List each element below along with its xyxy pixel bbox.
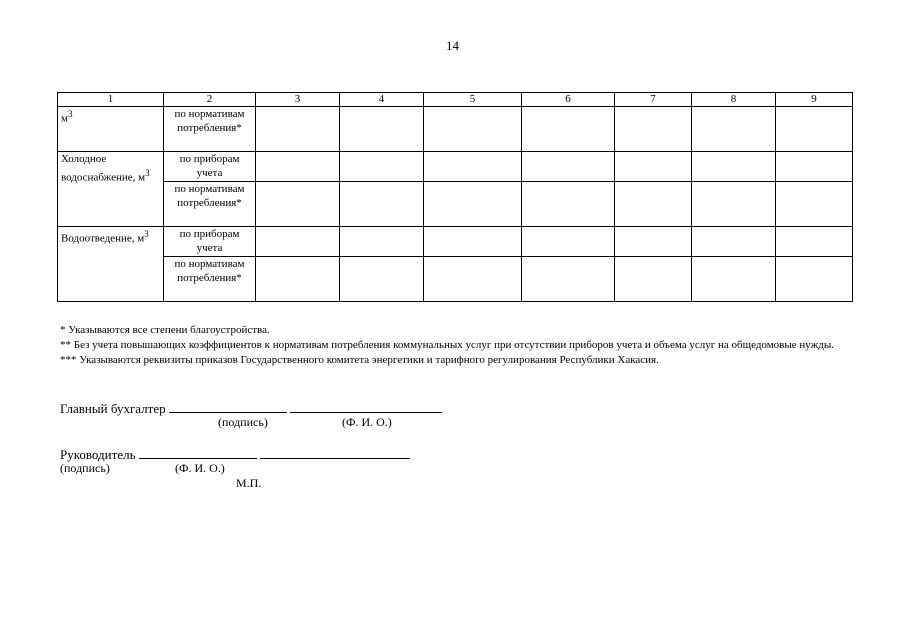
data-cell[interactable] bbox=[424, 152, 522, 182]
footnotes bbox=[60, 323, 850, 368]
column-header: 2 bbox=[164, 93, 256, 107]
column-header: 3 bbox=[256, 93, 340, 107]
data-cell[interactable] bbox=[615, 182, 692, 227]
accounting-method: по нормативам потребления* bbox=[164, 107, 256, 152]
signature-line[interactable] bbox=[169, 400, 287, 413]
data-cell[interactable] bbox=[424, 182, 522, 227]
column-header: 4 bbox=[340, 93, 424, 107]
table-row bbox=[58, 227, 853, 257]
data-cell[interactable] bbox=[615, 257, 692, 302]
data-cell[interactable] bbox=[340, 182, 424, 227]
service-label: Холодное водоснабжение, м bbox=[61, 153, 146, 184]
service-label: Водоотведение, м bbox=[61, 232, 145, 245]
table-row bbox=[58, 107, 853, 152]
name-line[interactable] bbox=[260, 446, 410, 459]
report-table bbox=[57, 92, 853, 302]
unit-superscript: 3 bbox=[144, 229, 149, 239]
data-cell[interactable] bbox=[615, 107, 692, 152]
footnote: *** Указываются реквизиты приказов Государственного комитета энергетики и тарифного регулирования Республики Хакасия. bbox=[60, 354, 659, 366]
row-label bbox=[58, 107, 164, 152]
data-cell[interactable] bbox=[692, 257, 776, 302]
table-row bbox=[58, 182, 853, 227]
data-cell[interactable] bbox=[776, 107, 853, 152]
accounting-method: по нормативам потребления* bbox=[164, 182, 256, 227]
column-header: 8 bbox=[692, 93, 776, 107]
unit-superscript: 3 bbox=[67, 109, 73, 119]
column-header: 5 bbox=[424, 93, 522, 107]
data-cell[interactable] bbox=[522, 152, 615, 182]
column-header: 6 bbox=[522, 93, 615, 107]
data-cell[interactable] bbox=[340, 227, 424, 257]
chief-accountant-label: Главный бухгалтер bbox=[60, 401, 166, 416]
data-cell[interactable] bbox=[776, 227, 853, 257]
data-cell[interactable] bbox=[692, 107, 776, 152]
data-cell[interactable] bbox=[256, 152, 340, 182]
director-label: Руководитель bbox=[60, 447, 136, 462]
column-header: 1 bbox=[58, 93, 164, 107]
data-cell[interactable] bbox=[424, 257, 522, 302]
data-cell[interactable] bbox=[340, 257, 424, 302]
data-cell[interactable] bbox=[692, 182, 776, 227]
name-caption: (Ф. И. О.) bbox=[175, 461, 225, 475]
data-cell[interactable] bbox=[256, 107, 340, 152]
data-cell[interactable] bbox=[340, 152, 424, 182]
unit-superscript: 3 bbox=[145, 168, 150, 178]
name-caption: (Ф. И. О.) bbox=[342, 415, 392, 429]
data-cell[interactable] bbox=[340, 107, 424, 152]
data-cell[interactable] bbox=[692, 152, 776, 182]
row-label bbox=[58, 152, 164, 227]
data-cell[interactable] bbox=[776, 152, 853, 182]
data-cell[interactable] bbox=[522, 227, 615, 257]
director-signature bbox=[60, 446, 410, 463]
data-cell[interactable] bbox=[256, 227, 340, 257]
stamp-placeholder: М.П. bbox=[236, 476, 262, 490]
signature-caption: (подпись) bbox=[218, 415, 268, 429]
data-cell[interactable] bbox=[615, 227, 692, 257]
table-row bbox=[58, 152, 853, 182]
page-number: 14 bbox=[446, 38, 459, 53]
data-cell[interactable] bbox=[256, 257, 340, 302]
accounting-method: по приборам учета bbox=[164, 227, 256, 257]
column-header: 9 bbox=[776, 93, 853, 107]
data-cell[interactable] bbox=[692, 227, 776, 257]
footnote: * Указываются все степени благоустройства. bbox=[60, 324, 270, 336]
footnote: ** Без учета повышающих коэффициентов к нормативам потребления коммунальных услуг при отсутствии приборов учета и объема услуг на общедомовые нужды. bbox=[60, 339, 834, 351]
signature-caption: (подпись) bbox=[60, 461, 110, 475]
table-header-row bbox=[58, 93, 853, 107]
data-cell[interactable] bbox=[522, 257, 615, 302]
accounting-method: по нормативам потребления* bbox=[164, 257, 256, 302]
unit-label: м bbox=[61, 112, 68, 125]
accounting-method: по приборам учета bbox=[164, 152, 256, 182]
data-cell[interactable] bbox=[256, 182, 340, 227]
data-cell[interactable] bbox=[522, 182, 615, 227]
data-cell[interactable] bbox=[424, 227, 522, 257]
data-cell[interactable] bbox=[522, 107, 615, 152]
signature-line[interactable] bbox=[139, 446, 257, 459]
data-cell[interactable] bbox=[776, 257, 853, 302]
data-cell[interactable] bbox=[424, 107, 522, 152]
row-label bbox=[58, 227, 164, 302]
table-row bbox=[58, 257, 853, 302]
name-line[interactable] bbox=[290, 400, 442, 413]
data-cell[interactable] bbox=[776, 182, 853, 227]
column-header: 7 bbox=[615, 93, 692, 107]
data-cell[interactable] bbox=[615, 152, 692, 182]
